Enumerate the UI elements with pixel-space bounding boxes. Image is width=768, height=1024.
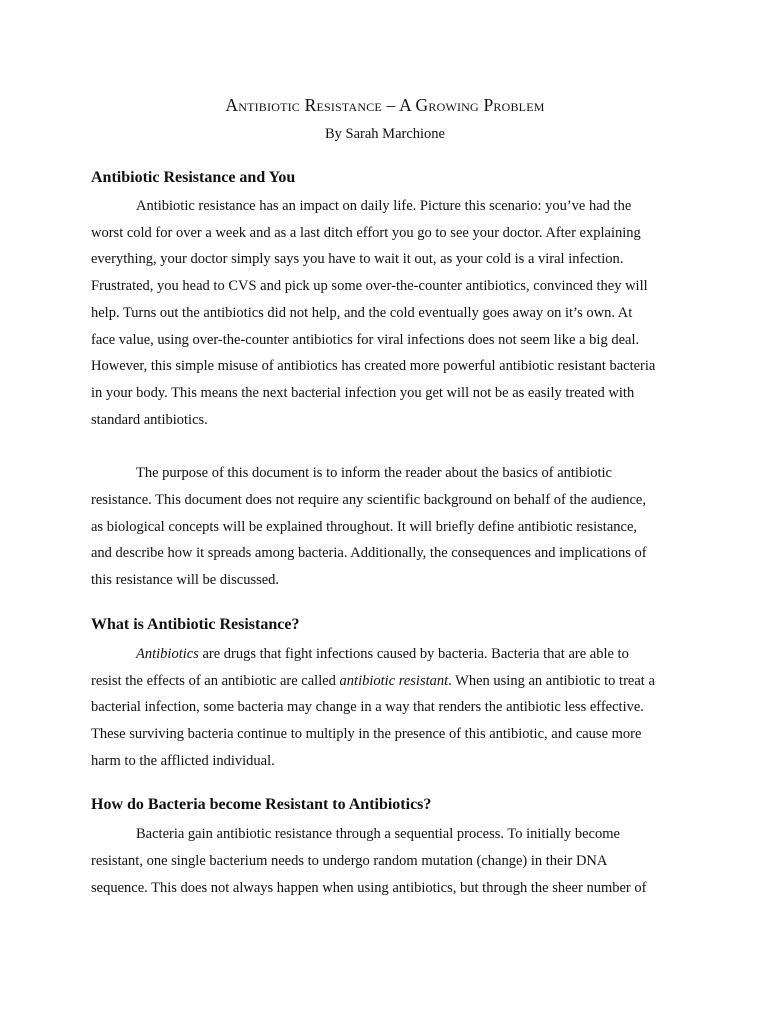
text-line: However, this simple misuse of antibiotics has created more powerful antibiotic resistant bacteria	[91, 358, 656, 375]
text-line	[91, 668, 679, 695]
text-line: harm to the afflicted individual.	[91, 752, 275, 769]
text-line: as biological concepts will be explained throughout. It will briefly define antibiotic resistance,	[91, 518, 638, 535]
section-heading-what-is-resistance: What is Antibiotic Resistance?	[91, 615, 300, 633]
author-byline: By Sarah Marchione	[325, 126, 445, 142]
text-line: Bacteria gain antibiotic resistance through a sequential process. To initially become	[136, 826, 620, 843]
text-line: resistance. This document does not require any scientific background on behalf of the audience,	[91, 492, 646, 509]
text-line: bacterial infection, some bacteria may change in a way that renders the antibiotic less effective.	[91, 699, 644, 716]
text-line: Frustrated, you head to CVS and pick up some over-the-counter antibiotics, convinced they will	[91, 278, 648, 295]
text-line: sequence. This does not always happen when using antibiotics, but through the sheer number of	[91, 879, 647, 896]
section-heading-resistance-and-you: Antibiotic Resistance and You	[91, 169, 296, 186]
paragraph-mutation	[91, 821, 679, 901]
paragraph-scenario	[91, 193, 679, 433]
text-line: The purpose of this document is to inform the reader about the basics of antibiotic	[136, 465, 612, 482]
document-page	[91, 92, 679, 901]
text-fragment: resist the effects of an antibiotic are called	[91, 672, 340, 689]
text-fragment: . When using an antibiotic to treat a	[448, 672, 655, 689]
term-antibiotic-resistant: antibiotic resistant	[339, 672, 449, 689]
text-line	[91, 641, 679, 668]
section-heading-how-bacteria-become-resistant: How do Bacteria become Resistant to Antibiotics?	[91, 796, 432, 814]
document-title: Antibiotic Resistance – A Growing Problem	[225, 95, 545, 115]
text-line: standard antibiotics.	[91, 411, 208, 428]
text-line: These surviving bacteria continue to multiply in the presence of this antibiotic, and cause more	[91, 725, 642, 742]
paragraph-definition	[91, 641, 679, 775]
text-line: and describe how it spreads among bacteria. Additionally, the consequences and implications of	[91, 545, 647, 562]
text-line: in your body. This means the next bacterial infection you get will not be as easily treated with	[91, 384, 635, 401]
paragraph-purpose	[91, 460, 679, 594]
text-line: resistant, one single bacterium needs to undergo random mutation (change) in their DNA	[91, 853, 608, 870]
text-line: face value, using over-the-counter antibiotics for viral infections does not seem like a big deal.	[91, 331, 640, 348]
text-line: this resistance will be discussed.	[91, 572, 280, 589]
text-line: help. Turns out the antibiotics did not help, and the cold eventually goes away on it’s own. At	[91, 304, 633, 321]
text-line: Antibiotic resistance has an impact on daily life. Picture this scenario: you’ve had the	[136, 198, 632, 214]
term-antibiotics: Antibiotics	[136, 645, 199, 662]
text-line: worst cold for over a week and as a last ditch effort you go to see your doctor. After explaining	[91, 224, 641, 241]
text-line: everything, your doctor simply says you have to wait it out, as your cold is a viral infection.	[91, 251, 624, 268]
text-fragment: are drugs that fight infections caused by bacteria. Bacteria that are able to	[198, 645, 629, 662]
